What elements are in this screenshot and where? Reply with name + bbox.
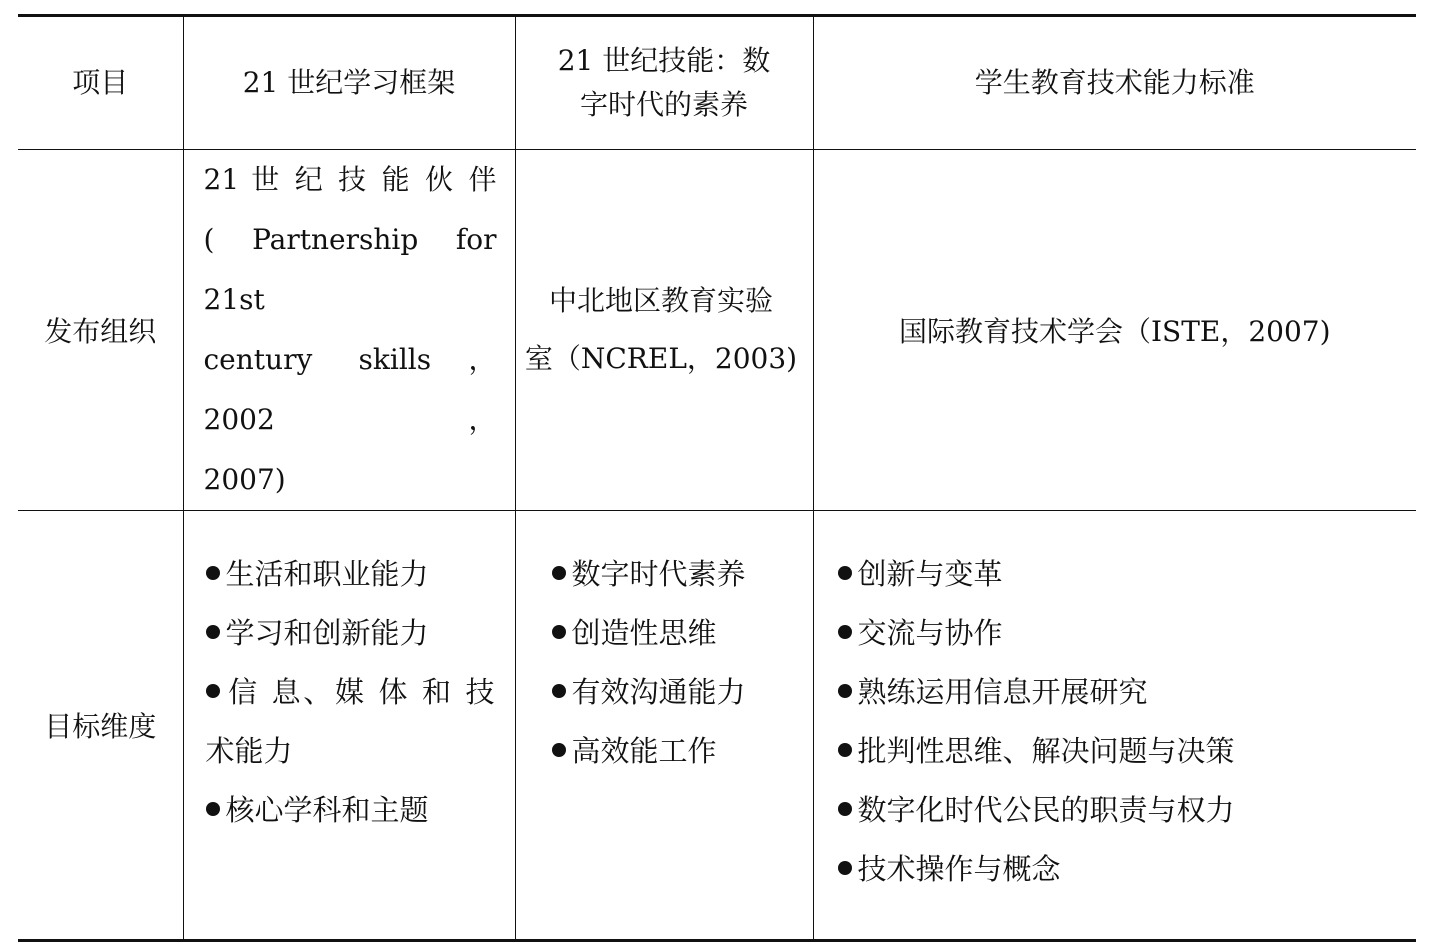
list-item [552, 663, 813, 722]
table-row-publisher [18, 150, 1416, 511]
list-item-text: 批判性思维、解决问题与决策 [857, 734, 1235, 768]
header-ncrel-line1: 21 世纪技能：数 [557, 44, 771, 77]
list-item-text: 有效沟通能力 [571, 675, 746, 709]
framework-comparison-table [18, 14, 1416, 942]
row-label-dimensions-text: 目标维度 [44, 710, 157, 743]
header-ncrel-line2: 字时代的素养 [579, 88, 748, 121]
list-item-text: 核心学科和主题 [225, 793, 429, 827]
header-iste-label: 学生教育技术能力标准 [974, 66, 1255, 99]
bullet-icon [552, 743, 566, 757]
header-ncrel [515, 16, 813, 150]
list-item-text: 熟练运用信息开展研究 [857, 675, 1148, 709]
list-item-text: 信 息、媒 体 和 技 [225, 675, 495, 709]
ncrel-goal-list [552, 545, 813, 781]
list-item [206, 604, 495, 663]
iste-goal-list [838, 545, 1417, 899]
bullet-icon [838, 566, 852, 580]
cell-publisher-p21 [183, 150, 515, 511]
list-item-text: 高效能工作 [571, 734, 717, 768]
list-item-text: 数字化时代公民的职责与权力 [857, 793, 1235, 827]
bullet-icon [838, 684, 852, 698]
cell-publisher-iste [813, 150, 1416, 511]
header-p21-label: 21 世纪学习框架 [242, 66, 456, 99]
p21-goal-list [206, 545, 495, 840]
cell-publisher-p21-line4: 2007) [203, 463, 286, 496]
list-item [838, 781, 1417, 840]
bullet-icon [838, 861, 852, 875]
bullet-icon [206, 684, 220, 698]
list-item [206, 781, 495, 840]
header-iste [813, 16, 1416, 150]
bullet-icon [838, 802, 852, 816]
list-item [552, 722, 813, 781]
bullet-icon [206, 625, 220, 639]
list-item [838, 840, 1417, 899]
list-item [206, 663, 495, 781]
cell-dimensions-ncrel [515, 511, 813, 941]
list-item-text: 数字时代素养 [571, 557, 746, 591]
bullet-icon [838, 625, 852, 639]
row-label-publisher-text: 发布组织 [44, 315, 157, 348]
row-label-dimensions [18, 511, 183, 941]
list-item [838, 722, 1417, 781]
bullet-icon [838, 743, 852, 757]
list-item-text: 交流与协作 [857, 616, 1003, 650]
bullet-icon [206, 566, 220, 580]
cell-publisher-ncrel-line2: 室（NCREL，2003) [524, 342, 798, 375]
cell-publisher-ncrel [515, 150, 813, 511]
table-header-row [18, 16, 1416, 150]
list-item [838, 663, 1417, 722]
cell-publisher-p21-line1: 21 世 纪 技 能 伙 伴 [203, 163, 497, 196]
cell-dimensions-p21 [183, 511, 515, 941]
cell-publisher-ncrel-line1: 中北地区教育实验 [548, 284, 773, 317]
bullet-icon [552, 625, 566, 639]
list-item [838, 604, 1417, 663]
list-item [206, 545, 495, 604]
table-row-dimensions [18, 511, 1416, 941]
list-item-text: 生活和职业能力 [225, 557, 429, 591]
bullet-icon [552, 566, 566, 580]
list-item [552, 545, 813, 604]
cell-publisher-p21-line3: century skills，2002， [203, 343, 497, 436]
header-p21 [183, 16, 515, 150]
cell-publisher-p21-line2: ( Partnership for 21st [203, 223, 497, 316]
list-item [552, 604, 813, 663]
list-item-text-continued: 术能力 [205, 734, 293, 768]
list-item-text: 技术操作与概念 [857, 852, 1061, 886]
row-label-publisher [18, 150, 183, 511]
list-item [838, 545, 1417, 604]
header-item-label: 项目 [72, 66, 129, 99]
list-item-text: 学习和创新能力 [225, 616, 429, 650]
bullet-icon [206, 802, 220, 816]
list-item-text: 创新与变革 [857, 557, 1003, 591]
list-item-text: 创造性思维 [571, 616, 717, 650]
cell-dimensions-iste [813, 511, 1416, 941]
header-item [18, 16, 183, 150]
cell-publisher-iste-text: 国际教育技术学会（ISTE，2007) [898, 315, 1331, 348]
bullet-icon [552, 684, 566, 698]
